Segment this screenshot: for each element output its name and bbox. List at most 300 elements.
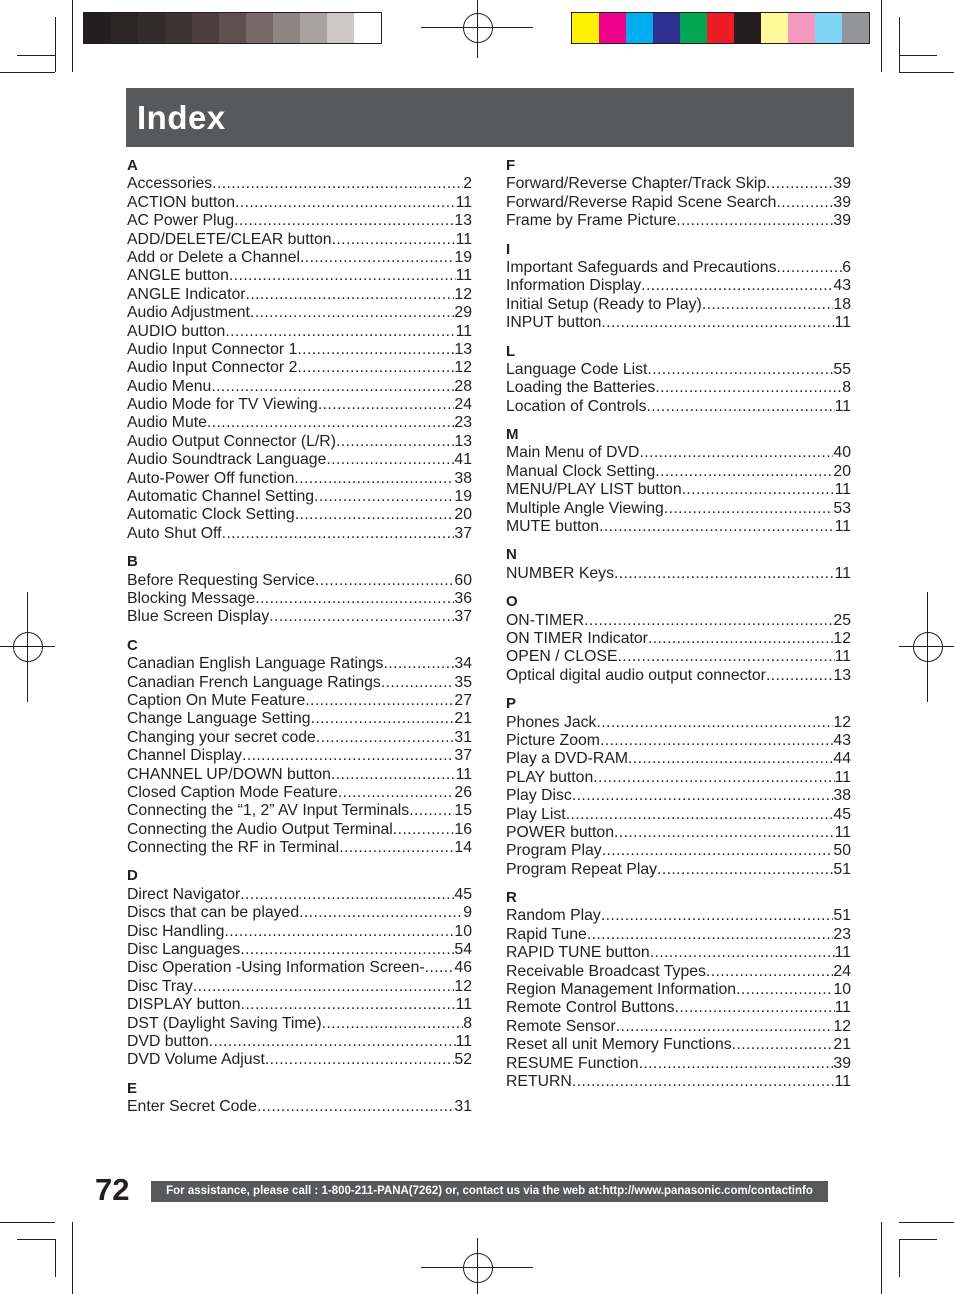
entry-page: 19 [454, 248, 472, 266]
entry-term: Picture Zoom [506, 731, 600, 749]
title-banner [126, 88, 854, 147]
dot-leader [297, 359, 454, 377]
entry-page: 31 [454, 1098, 472, 1116]
entry-term: RAPID TUNE button [506, 944, 650, 962]
index-entry [127, 766, 472, 784]
index-section [506, 157, 851, 231]
index-entry [506, 861, 851, 879]
dot-leader [193, 978, 455, 996]
entry-term: Frame by Frame Picture [506, 212, 677, 230]
entry-page: 11 [455, 193, 472, 211]
dot-leader [240, 886, 454, 904]
index-entry [127, 784, 472, 802]
dot-leader [318, 396, 455, 414]
section-letter: L [506, 342, 516, 360]
index-entry [506, 361, 851, 379]
entry-term: Audio Output Connector (L/R) [127, 432, 336, 450]
entry-term: Audio Mute [127, 414, 207, 432]
dot-leader [222, 525, 455, 543]
index-entry [506, 277, 851, 295]
index-entry [506, 630, 851, 648]
section-letter: B [127, 553, 138, 571]
index-entry [506, 1036, 851, 1054]
index-entry [127, 959, 472, 977]
dot-leader [600, 732, 833, 750]
index-entry [127, 608, 472, 626]
entry-page: 10 [454, 922, 472, 940]
index-entry [127, 839, 472, 857]
entry-term: ON-TIMER [506, 611, 585, 629]
entry-page: 13 [454, 432, 472, 450]
index-section [127, 637, 472, 858]
section-letter: R [506, 889, 517, 907]
entry-term: Auto-Power Off function [127, 469, 295, 487]
entry-term: Enter Secret Code [127, 1098, 257, 1116]
dot-leader [572, 787, 834, 805]
entry-page: 11 [834, 1072, 851, 1090]
entry-page: 36 [454, 589, 472, 607]
calibration-swatch [327, 13, 354, 43]
dot-leader [584, 612, 833, 630]
entry-term: Play a DVD-RAM [506, 750, 629, 768]
entry-page: 11 [834, 944, 851, 962]
index-entry [127, 692, 472, 710]
dot-leader [383, 655, 454, 673]
entry-term: ADD/DELETE/CLEAR button [127, 230, 332, 248]
entry-term: PLAY button [506, 768, 594, 786]
dot-leader [736, 981, 833, 999]
entry-term: Program Play [506, 842, 602, 860]
entry-term: Blocking Message [127, 589, 256, 607]
calibration-swatch [734, 13, 761, 43]
dot-leader [326, 451, 454, 469]
entry-term: Information Display [506, 277, 642, 295]
dot-leader [212, 175, 463, 193]
entry-term: Audio Input Connector 1 [127, 340, 298, 358]
index-entry [127, 802, 472, 820]
entry-page: 11 [834, 999, 851, 1017]
entry-term: Audio Menu [127, 377, 212, 395]
entry-page: 39 [833, 193, 851, 211]
entry-page: 40 [833, 444, 851, 462]
calibration-swatch [111, 13, 138, 43]
dot-leader [241, 996, 456, 1014]
entry-term: Before Requesting Service [127, 571, 315, 589]
entry-term: Rapid Tune [506, 925, 587, 943]
dot-leader [409, 802, 454, 820]
entry-page: 19 [454, 488, 472, 506]
entry-page: 21 [454, 710, 472, 728]
entry-term: Main Menu of DVD [506, 444, 640, 462]
dot-leader [639, 444, 833, 462]
section-letter: P [506, 695, 517, 713]
entry-term: DVD button [127, 1032, 209, 1050]
entry-page: 46 [454, 959, 472, 977]
section-letter: C [127, 636, 138, 654]
index-entry [127, 286, 472, 304]
index-entry [506, 500, 851, 518]
index-section [127, 867, 472, 1069]
entry-page: 53 [833, 499, 851, 517]
dot-leader [776, 194, 833, 212]
dot-leader [246, 286, 455, 304]
dot-leader [732, 1036, 834, 1054]
entry-page: 51 [833, 907, 851, 925]
index-entry [506, 1018, 851, 1036]
index-entry [506, 963, 851, 981]
entry-term: RESUME Function [506, 1054, 639, 1072]
dot-leader [315, 572, 455, 590]
section-letter: N [506, 546, 517, 564]
dot-leader [566, 806, 834, 824]
dot-leader [209, 1033, 456, 1051]
section-letter: M [506, 426, 519, 444]
index-entry [127, 978, 472, 996]
entry-term: Connecting the “1, 2” AV Input Terminals [127, 802, 410, 820]
index-entry [127, 941, 472, 959]
index-entry [127, 590, 472, 608]
index-entry [506, 296, 851, 314]
dot-leader [596, 714, 833, 732]
entry-term: Optical digital audio output connector [506, 666, 766, 684]
index-entry [506, 444, 851, 462]
dot-leader [242, 747, 454, 765]
calibration-swatch [653, 13, 680, 43]
entry-page: 31 [454, 728, 472, 746]
entry-term: Direct Navigator [127, 885, 241, 903]
dot-leader [207, 414, 455, 432]
entry-term: ANGLE button [127, 267, 229, 285]
entry-term: Audio Mode for TV Viewing [127, 396, 318, 414]
entry-term: Forward/Reverse Chapter/Track Skip [506, 175, 767, 193]
dot-leader [225, 323, 455, 341]
index-entry [127, 729, 472, 747]
entry-page: 13 [454, 212, 472, 230]
dot-leader [675, 999, 835, 1017]
dot-leader [618, 648, 835, 666]
dot-leader [314, 488, 454, 506]
dot-leader [647, 398, 835, 416]
index-entry [127, 923, 472, 941]
index-section [127, 157, 472, 543]
entry-page: 11 [455, 267, 472, 285]
entry-page: 8 [842, 379, 851, 397]
entry-term: Connecting the Audio Output Terminal [127, 820, 393, 838]
calibration-swatch [761, 13, 788, 43]
dot-leader [229, 267, 456, 285]
entry-term: Initial Setup (Ready to Play) [506, 295, 702, 313]
entry-page: 37 [454, 747, 472, 765]
index-section [506, 546, 851, 583]
index-entry [506, 379, 851, 397]
entry-term: Region Management Information [506, 981, 737, 999]
entry-page: 23 [833, 925, 851, 943]
index-entry [506, 806, 851, 824]
index-entry [506, 648, 851, 666]
calibration-swatch [192, 13, 219, 43]
entry-page: 11 [455, 230, 472, 248]
dot-leader [647, 361, 833, 379]
dot-leader [648, 630, 834, 648]
index-entry [506, 259, 851, 277]
index-entry [127, 212, 472, 230]
index-entry [127, 231, 472, 249]
entry-page: 11 [455, 996, 472, 1014]
page-number: 72 [95, 1172, 130, 1207]
index-entry [506, 750, 851, 768]
entry-term: MUTE button [506, 518, 600, 536]
index-entry [127, 488, 472, 506]
entry-term: Discs that can be played [127, 904, 300, 922]
entry-term: Remote Control Buttons [506, 999, 675, 1017]
index-entry [506, 612, 851, 630]
entry-page: 39 [833, 175, 851, 193]
calibration-swatch [842, 13, 869, 43]
entry-term: Automatic Clock Setting [127, 506, 295, 524]
entry-term: Blue Screen Display [127, 608, 270, 626]
entry-page: 29 [454, 304, 472, 322]
dot-leader [338, 784, 455, 802]
entry-page: 20 [454, 506, 472, 524]
entry-page: 9 [463, 904, 472, 922]
dot-leader [614, 565, 835, 583]
entry-page: 52 [454, 1051, 472, 1069]
dot-leader [655, 379, 842, 397]
section-letter: I [506, 240, 511, 258]
index-entry [506, 1055, 851, 1073]
entry-page: 12 [454, 285, 472, 303]
entry-term: NUMBER Keys [506, 564, 614, 582]
index-section [127, 553, 472, 627]
entry-page: 38 [454, 469, 472, 487]
dot-leader [299, 904, 463, 922]
entry-page: 45 [454, 885, 472, 903]
entry-page: 6 [842, 258, 851, 276]
entry-page: 37 [454, 608, 472, 626]
dot-leader [331, 766, 456, 784]
entry-term: AUDIO button [127, 322, 226, 340]
entry-page: 11 [834, 481, 851, 499]
entry-page: 15 [454, 802, 472, 820]
dot-leader [294, 470, 454, 488]
dot-leader [224, 923, 454, 941]
entry-term: Random Play [506, 907, 601, 925]
calibration-swatch [246, 13, 273, 43]
index-entry [127, 470, 472, 488]
entry-page: 2 [463, 175, 472, 193]
entry-page: 24 [833, 962, 851, 980]
index-entry [127, 747, 472, 765]
dot-leader [250, 304, 454, 322]
entry-page: 12 [454, 977, 472, 995]
dot-leader [425, 959, 455, 977]
dot-leader [211, 378, 454, 396]
calibration-swatch [84, 13, 111, 43]
index-column-right [506, 157, 851, 1101]
entry-term: DISPLAY button [127, 996, 241, 1014]
entry-page: 11 [834, 314, 851, 332]
entry-term: Caption On Mute Feature [127, 691, 306, 709]
index-entry [127, 267, 472, 285]
entry-page: 11 [834, 564, 851, 582]
index-entry [506, 769, 851, 787]
entry-page: 12 [454, 359, 472, 377]
entry-page: 28 [454, 377, 472, 395]
entry-page: 23 [454, 414, 472, 432]
dot-leader [655, 463, 833, 481]
index-section [127, 1080, 472, 1117]
entry-page: 11 [455, 322, 472, 340]
entry-term: Remote Sensor [506, 1017, 616, 1035]
entry-term: Multiple Angle Viewing [506, 499, 664, 517]
calibration-swatch [219, 13, 246, 43]
dot-leader [234, 212, 454, 230]
dot-leader [235, 194, 456, 212]
entry-page: 34 [454, 655, 472, 673]
index-entry [506, 981, 851, 999]
dot-leader [766, 175, 833, 193]
dot-leader [322, 1015, 464, 1033]
entry-term: POWER button [506, 823, 614, 841]
index-entry [127, 506, 472, 524]
index-entry [506, 463, 851, 481]
index-entry [506, 907, 851, 925]
dot-leader [572, 1073, 835, 1091]
entry-page: 26 [454, 783, 472, 801]
dot-leader [269, 608, 454, 626]
dot-leader [650, 944, 835, 962]
dot-leader [255, 590, 454, 608]
index-entry [506, 398, 851, 416]
dot-leader [295, 506, 455, 524]
dot-leader [305, 692, 454, 710]
entry-term: Location of Controls [506, 397, 647, 415]
entry-term: Disc Languages [127, 941, 241, 959]
index-entry [506, 175, 851, 193]
entry-page: 55 [833, 360, 851, 378]
entry-term: Forward/Reverse Rapid Scene Search [506, 193, 777, 211]
index-entry [127, 175, 472, 193]
index-entry [506, 481, 851, 499]
section-letter: D [127, 867, 138, 885]
dot-leader [639, 1055, 834, 1073]
index-entry [506, 842, 851, 860]
dot-leader [682, 481, 835, 499]
entry-page: 43 [833, 731, 851, 749]
entry-page: 51 [833, 860, 851, 878]
index-entry [127, 525, 472, 543]
index-entry [127, 414, 472, 432]
index-entry [127, 433, 472, 451]
calibration-swatch [300, 13, 327, 43]
dot-leader [339, 839, 454, 857]
index-entry [127, 451, 472, 469]
entry-term: Automatic Channel Setting [127, 488, 315, 506]
index-entry [506, 518, 851, 536]
entry-term: DST (Daylight Saving Time) [127, 1014, 322, 1032]
calibration-swatch [707, 13, 734, 43]
entry-term: Canadian French Language Ratings [127, 673, 381, 691]
dot-leader [601, 907, 834, 925]
entry-term: AC Power Plug [127, 212, 235, 230]
entry-page: 24 [454, 396, 472, 414]
entry-page: 11 [834, 648, 851, 666]
index-entry [127, 572, 472, 590]
index-entry [127, 996, 472, 1014]
entry-page: 11 [834, 518, 851, 536]
entry-page: 11 [455, 765, 472, 783]
calibration-swatch [680, 13, 707, 43]
index-entry [127, 1098, 472, 1116]
entry-term: Phones Jack [506, 713, 597, 731]
calibration-swatch [788, 13, 815, 43]
entry-page: 11 [834, 397, 851, 415]
entry-page: 37 [454, 524, 472, 542]
index-entry [127, 904, 472, 922]
entry-page: 44 [833, 750, 851, 768]
calibration-swatch [354, 13, 381, 43]
entry-term: Closed Caption Mode Feature [127, 783, 338, 801]
entry-page: 43 [833, 277, 851, 295]
entry-term: INPUT button [506, 314, 602, 332]
entry-page: 14 [454, 839, 472, 857]
entry-term: Channel Display [127, 747, 243, 765]
index-entry [127, 396, 472, 414]
dot-leader [702, 296, 834, 314]
entry-term: OPEN / CLOSE [506, 648, 618, 666]
entry-page: 50 [833, 842, 851, 860]
calibration-swatch [626, 13, 653, 43]
index-entry [127, 710, 472, 728]
dot-leader [664, 500, 834, 518]
entry-term: CHANNEL UP/DOWN button [127, 765, 331, 783]
entry-term: MENU/PLAY LIST button [506, 481, 682, 499]
index-entry [127, 304, 472, 322]
dot-leader [381, 674, 455, 692]
entry-page: 38 [833, 787, 851, 805]
entry-term: ACTION button [127, 193, 235, 211]
index-entry [506, 944, 851, 962]
entry-page: 41 [454, 451, 472, 469]
grayscale-calibration-bar [83, 12, 382, 44]
entry-page: 35 [454, 673, 472, 691]
section-letter: E [127, 1079, 138, 1097]
dot-leader [587, 926, 834, 944]
index-entry [506, 194, 851, 212]
index-section [506, 889, 851, 1091]
index-entry [127, 674, 472, 692]
entry-page: 27 [454, 691, 472, 709]
index-entry [127, 821, 472, 839]
index-entry [506, 314, 851, 332]
calibration-swatch [572, 13, 599, 43]
assistance-footer: For assistance, please call : 1-800-211-PANA(7262) or, contact us via the web at:http://www.panasonic.com/contactinfo [151, 1181, 828, 1202]
page-title: Index [137, 99, 226, 136]
index-entry [127, 323, 472, 341]
calibration-swatch [273, 13, 300, 43]
entry-page: 12 [833, 713, 851, 731]
entry-term: Play List [506, 805, 566, 823]
index-entry [127, 194, 472, 212]
entry-term: Loading the Batteries [506, 379, 656, 397]
index-entry [506, 999, 851, 1017]
calibration-swatch [599, 13, 626, 43]
dot-leader [706, 963, 834, 981]
entry-term: Add or Delete a Channel [127, 248, 301, 266]
entry-term: Play Disc [506, 787, 572, 805]
index-entry [127, 249, 472, 267]
index-entry [506, 787, 851, 805]
